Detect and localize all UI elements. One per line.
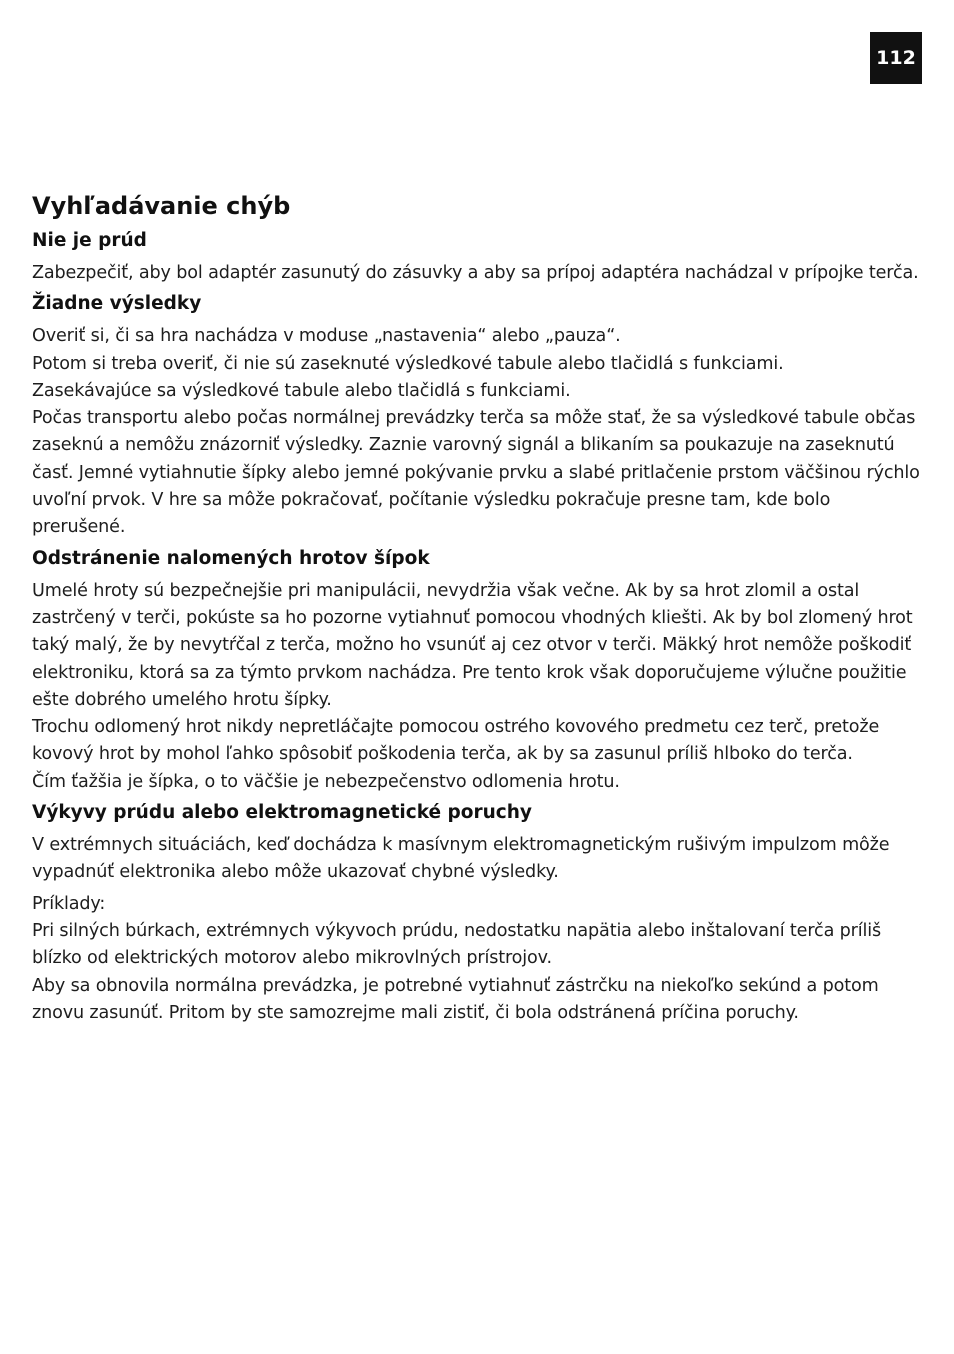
paragraph: Trochu odlomený hrot nikdy nepretláčajte pomocou ostrého kovového predmetu cez terč, pretože kovový hrot by mohol ľahko spôsobiť poškodenia terča, ak by sa zasunul príliš hlboko do terča.: [32, 717, 880, 765]
paragraph: Umelé hroty sú bezpečnejšie pri manipulácii, nevydržia však večne. Ak by sa hrot zlomil a ostal zastrčený v terči, pokúste sa ho pozorne vytiahnuť pomocou vhodných kliešti. Ak by bol zlomený hrot taký malý, že by nevytŕčal z terča, možno ho vsunúť aj cez otvor v terči. Mäkký hrot nemôže poškodiť elektroniku, ktorá sa za týmto prvkom nachádza. Pre tento krok však doporučujeme výlučne použitie ešte dobrého umelého hrotu šípky.: [32, 580, 913, 710]
section-power-fluctuations: [32, 800, 922, 1027]
paragraph: Čím ťažšia je šípka, o to väčšie je nebezpečenstvo odlomenia hrotu.: [32, 771, 620, 792]
paragraph: Potom si treba overiť, či nie sú zaseknuté výsledkové tabule alebo tlačidlá s funkciami.: [32, 353, 784, 374]
section-heading: Odstránenie nalomených hrotov šípok: [32, 547, 430, 569]
paragraph: Zasekávajúce sa výsledkové tabule alebo tlačidlá s funkciami.: [32, 380, 571, 401]
paragraph: Overiť si, či sa hra nachádza v moduse „nastavenia“ alebo „pauza“.: [32, 326, 621, 347]
paragraph: Počas transportu alebo počas normálnej prevádzky terča sa môže stať, že sa výsledkové tabule občas zaseknú a nemôžu znázorniť výsledky. Zaznie varovný signál a blikaním sa poukazuje na zaseknutú časť. Jemné vytiahnutie šípky alebo jemné pokývanie prvku a slabé pritlačenie prstom väčšinou rýchlo uvoľní prvok. V hre sa môže pokračovať, počítanie výsledku pokračuje presne tam, kde bolo prerušené.: [32, 408, 920, 538]
page-number-badge: 112: [870, 32, 922, 84]
section-no-results: [32, 291, 922, 541]
section-heading: Nie je prúd: [32, 230, 147, 251]
document-body: [32, 190, 922, 1027]
paragraph: Aby sa obnovila normálna prevádzka, je potrebné vytiahnuť zástrčku na niekoľko sekúnd a potom znovu zasunúť. Pritom by ste samozrejme mali zistiť, či bola odstránená príčina poruchy.: [32, 975, 879, 1023]
paragraph: Príklady:: [32, 893, 106, 914]
section-heading: Výkyvy prúdu alebo elektromagnetické poruchy: [32, 802, 532, 824]
section-heading: Žiadne výsledky: [32, 293, 202, 315]
section-broken-tips: [32, 546, 922, 796]
paragraph: Zabezpečiť, aby bol adaptér zasunutý do zásuvky a aby sa prípoj adaptéra nachádzal v prípojke terča.: [32, 263, 919, 283]
paragraph: Pri silných búrkach, extrémnych výkyvoch prúdu, nedostatku napätia alebo inštalovaní terča príliš blízko od elektrických motorov alebo mikrovlných prístrojov.: [32, 920, 881, 969]
section-no-power: [32, 228, 922, 287]
paragraph: V extrémnych situáciách, keď dochádza k masívnym elektromagnetickým rušivým impulzom môže vypadnúť elektronika alebo môže ukazovať chybné výsledky.: [32, 835, 890, 883]
page-title: Vyhľadávanie chýb: [32, 192, 291, 220]
